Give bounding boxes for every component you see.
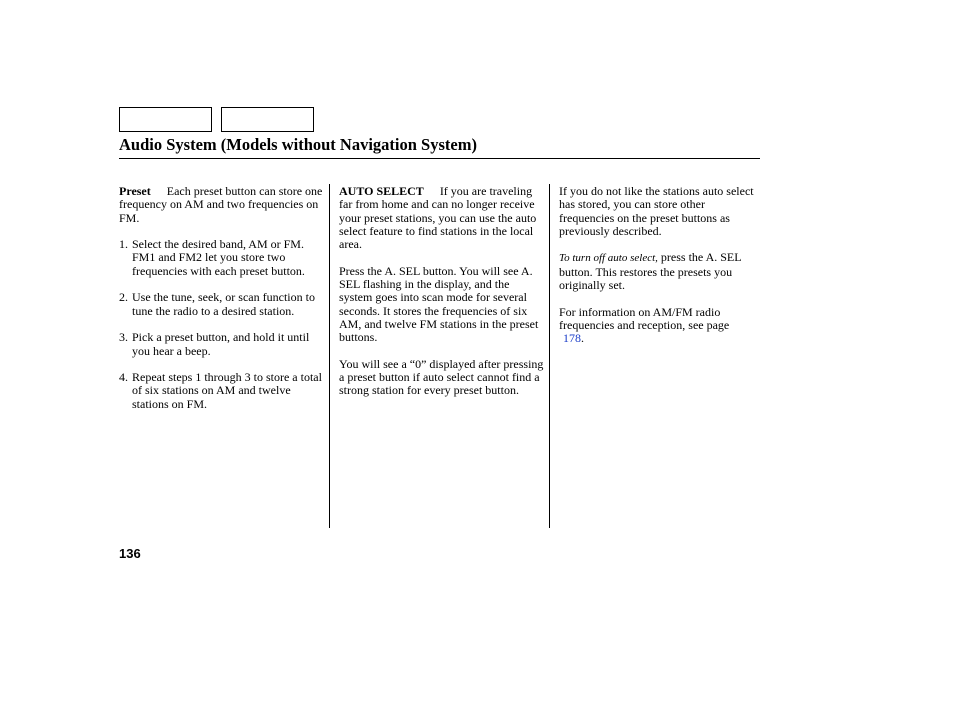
column-preset xyxy=(119,185,324,424)
info-text: For information on AM/FM radio frequencies and reception, see page xyxy=(559,304,730,332)
step-text: Pick a preset button, and hold it until you hear a beep. xyxy=(132,330,310,358)
auto-select-intro-text: If you are traveling far from home and can no longer receive your preset stations, you can use the auto select feature to find stations in the local area. xyxy=(339,184,537,252)
info-end: . xyxy=(581,331,584,346)
tab-box-right xyxy=(221,107,314,132)
column-divider-1 xyxy=(329,184,330,528)
column-divider-2 xyxy=(549,184,550,528)
step-text: Repeat steps 1 through 3 to store a total of six stations on AM and twelve stations on FM. xyxy=(132,370,322,411)
page-link[interactable]: 178 xyxy=(563,331,581,346)
step-text: Use the tune, seek, or scan function to tune the radio to a desired station. xyxy=(132,290,315,318)
step-number: 4. xyxy=(119,370,128,385)
preset-heading: Preset xyxy=(119,184,151,198)
page-title: Audio System (Models without Navigation System) xyxy=(119,135,477,154)
auto-select-heading: AUTO SELECT xyxy=(339,184,424,198)
title-rule xyxy=(119,158,760,159)
step-item xyxy=(119,371,324,411)
auto-select-paragraph: You will see a “0” displayed after pressing a preset button if auto select cannot find a strong station for every preset button. xyxy=(339,356,544,398)
step-item xyxy=(119,291,324,318)
step-item xyxy=(119,331,324,358)
tab-box-left xyxy=(119,107,212,132)
turn-off-text: press the A. SEL button. This restores the presets you originally set. xyxy=(559,250,742,293)
preset-intro-text: Each preset button can store one frequency on AM and two frequencies on FM. xyxy=(119,184,323,225)
step-text: Select the desired band, AM or FM. FM1 and FM2 let you store two frequencies with each preset button. xyxy=(132,237,305,278)
page-number: 136 xyxy=(119,546,141,561)
column-presets-info xyxy=(559,185,759,359)
auto-select-paragraph: Press the A. SEL button. You will see A. SEL flashing in the display, and the system goes into scan mode for several seconds. It stores the frequencies of six AM, and twelve FM stations in the preset buttons. xyxy=(339,263,539,345)
column-auto-select xyxy=(339,185,544,411)
step-item xyxy=(119,238,324,278)
step-number: 2. xyxy=(119,290,128,305)
turn-off-paragraph xyxy=(559,251,759,292)
preset-intro xyxy=(119,185,324,225)
info-paragraph xyxy=(559,306,759,346)
turn-off-italic: To turn off auto select, xyxy=(559,252,658,265)
step-number: 1. xyxy=(119,237,128,252)
step-number: 3. xyxy=(119,330,128,345)
auto-select-intro xyxy=(339,185,544,251)
restore-paragraph: If you do not like the stations auto select has stored, you can store other frequencies on the preset buttons as previously described. xyxy=(559,184,754,238)
